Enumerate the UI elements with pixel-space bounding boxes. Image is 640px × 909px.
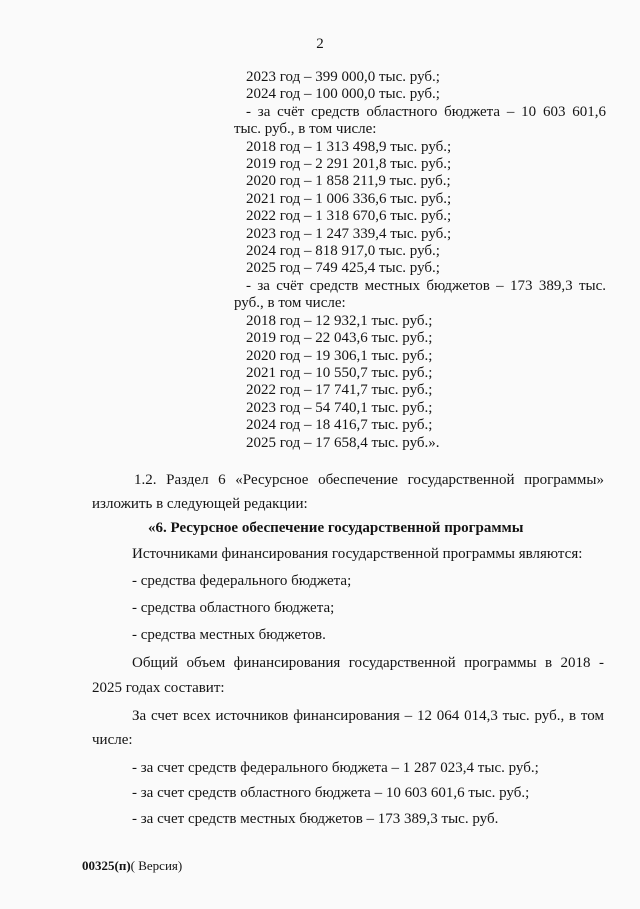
year-line: 2024 год – 18 416,7 тыс. руб.; [246, 417, 433, 434]
year-line: 2025 год – 749 425,4 тыс. руб.; [246, 260, 440, 277]
local-budget-line: - за счёт средств местных бюджетов – 173 389,3 тыс. [246, 277, 606, 294]
year-line: 2022 год – 17 741,7 тыс. руб.; [246, 382, 433, 399]
source-item: - средства областного бюджета; [132, 600, 335, 616]
all-sources: За счет всех источников финансирования – 12 064 014,3 тыс. руб., в том [132, 708, 604, 724]
page-number: 2 [316, 36, 324, 52]
year-line: 2018 год – 12 932,1 тыс. руб.; [246, 312, 433, 329]
regional-budget-line: - за счёт средств областного бюджета – 10 603 601,6 [246, 103, 606, 120]
source-item: - средства федерального бюджета; [132, 573, 352, 589]
local-budget-line-cont: руб., в том числе: [234, 295, 346, 312]
regional-budget-line-cont: тыс. руб., в том числе: [234, 121, 377, 138]
breakdown-item: - за счет средств местных бюджетов – 173 389,3 тыс. руб. [132, 811, 499, 827]
breakdown-item: - за счет средств федерального бюджета – 1 287 023,4 тыс. руб.; [132, 760, 539, 776]
year-line: 2021 год – 10 550,7 тыс. руб.; [246, 364, 433, 381]
document-code: 00325(п) [82, 858, 131, 873]
all-sources-cont: числе: [92, 732, 133, 748]
source-item: - средства местных бюджетов. [132, 627, 326, 643]
section-heading: «6. Ресурсное обеспечение государственной программы [148, 520, 524, 536]
year-line: 2021 год – 1 006 336,6 тыс. руб.; [246, 190, 452, 207]
item-1-2-cont: изложить в следующей редакции: [92, 496, 308, 512]
year-line: 2023 год – 399 000,0 тыс. руб.; [246, 69, 440, 85]
year-line: 2023 год – 54 740,1 тыс. руб.; [246, 399, 433, 416]
total-financing: Общий объем финансирования государственной программы в 2018 - [132, 655, 604, 671]
total-financing-cont: 2025 годах составит: [92, 680, 225, 696]
sources-intro: Источниками финансирования государственной программы являются: [132, 546, 583, 562]
year-line: 2022 год – 1 318 670,6 тыс. руб.; [246, 208, 452, 225]
year-line: 2025 год – 17 658,4 тыс. руб.». [246, 434, 440, 451]
year-line: 2023 год – 1 247 339,4 тыс. руб.; [246, 225, 452, 242]
version-label: ( Версия) [130, 858, 183, 873]
year-line: 2020 год – 19 306,1 тыс. руб.; [246, 347, 433, 364]
year-line: 2018 год – 1 313 498,9 тыс. руб.; [246, 138, 452, 155]
year-line: 2024 год – 818 917,0 тыс. руб.; [246, 243, 440, 260]
continuation-block [234, 69, 606, 452]
item-1-2: 1.2. Раздел 6 «Ресурсное обеспечение государственной программы» [134, 472, 604, 488]
footer [82, 858, 182, 874]
breakdown-item: - за счет средств областного бюджета – 10 603 601,6 тыс. руб.; [132, 785, 530, 801]
year-line: 2019 год – 2 291 201,8 тыс. руб.; [246, 156, 452, 173]
year-line: 2020 год – 1 858 211,9 тыс. руб.; [246, 173, 451, 190]
year-line: 2019 год – 22 043,6 тыс. руб.; [246, 330, 433, 347]
year-line: 2024 год – 100 000,0 тыс. руб.; [246, 86, 440, 103]
